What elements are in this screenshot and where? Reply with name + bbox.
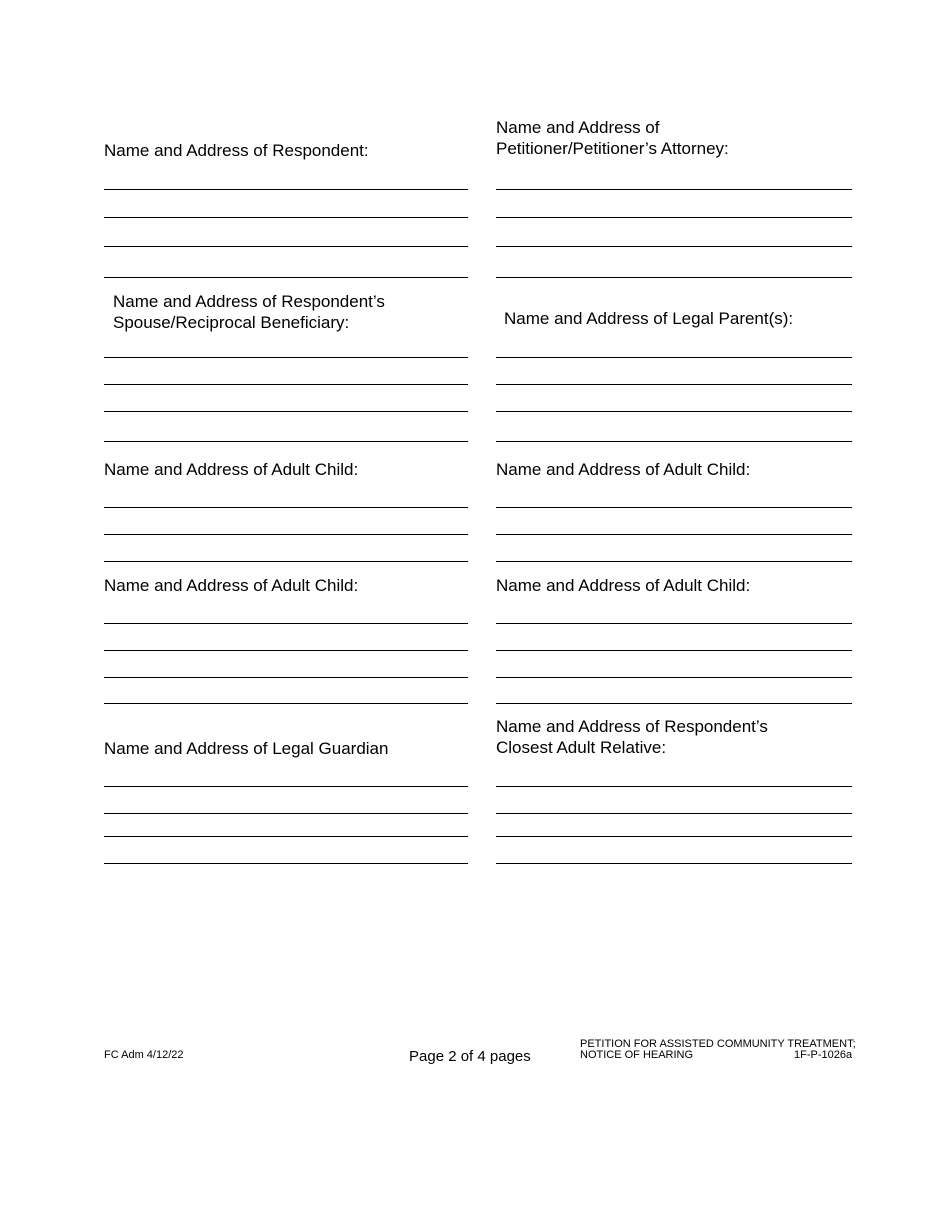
respondent-line-1[interactable]: [104, 189, 468, 190]
respondent-label: Name and Address of Respondent:: [104, 141, 369, 160]
closest-relative-line-2[interactable]: [496, 813, 852, 814]
closest-relative-label: [496, 716, 768, 758]
adult-child-label-2: Name and Address of Adult Child:: [496, 460, 751, 479]
spouse-label-line1: Name and Address of Respondent’s: [113, 292, 385, 311]
spouse-line-4[interactable]: [104, 441, 468, 442]
adult-child-3-line-1[interactable]: [104, 623, 468, 624]
adult-child-3-line-4[interactable]: [104, 703, 468, 704]
legal-parents-line-2[interactable]: [496, 384, 852, 385]
adult-child-3-line-2[interactable]: [104, 650, 468, 651]
form-revision: FC Adm 4/12/22: [104, 1049, 184, 1061]
adult-child-4-line-2[interactable]: [496, 650, 852, 651]
adult-child-label-3: Name and Address of Adult Child:: [104, 576, 359, 595]
closest-relative-label-line1: Name and Address of Respondent’s: [496, 717, 768, 736]
spouse-line-2[interactable]: [104, 384, 468, 385]
adult-child-1-line-1[interactable]: [104, 507, 468, 508]
petitioner-line-2[interactable]: [496, 217, 852, 218]
spouse-line-1[interactable]: [104, 357, 468, 358]
form-id: 1F-P-1026a: [794, 1049, 853, 1061]
spouse-label: [113, 291, 385, 333]
adult-child-3-line-3[interactable]: [104, 677, 468, 678]
form-title-line2: NOTICE OF HEARING: [580, 1049, 694, 1061]
closest-relative-line-3[interactable]: [496, 836, 852, 837]
legal-parents-label: Name and Address of Legal Parent(s):: [504, 309, 794, 328]
adult-child-2-line-1[interactable]: [496, 507, 852, 508]
petitioner-label-line2: Petitioner/Petitioner’s Attorney:: [496, 139, 729, 158]
petitioner-line-4[interactable]: [496, 277, 852, 278]
legal-guardian-label: Name and Address of Legal Guardian: [104, 739, 389, 758]
respondent-line-2[interactable]: [104, 217, 468, 218]
adult-child-4-line-4[interactable]: [496, 703, 852, 704]
closest-relative-line-1[interactable]: [496, 786, 852, 787]
closest-relative-label-line2: Closest Adult Relative:: [496, 738, 667, 757]
adult-child-label-1: Name and Address of Adult Child:: [104, 460, 359, 479]
respondent-line-4[interactable]: [104, 277, 468, 278]
spouse-line-3[interactable]: [104, 411, 468, 412]
page-number: Page 2 of 4 pages: [409, 1048, 531, 1065]
adult-child-4-line-3[interactable]: [496, 677, 852, 678]
legal-parents-line-1[interactable]: [496, 357, 852, 358]
legal-parents-line-3[interactable]: [496, 411, 852, 412]
spouse-label-line2: Spouse/Reciprocal Beneficiary:: [113, 313, 350, 332]
adult-child-label-4: Name and Address of Adult Child:: [496, 576, 751, 595]
petitioner-label: [496, 117, 729, 159]
petitioner-label-line1: Name and Address of: [496, 118, 660, 137]
adult-child-4-line-1[interactable]: [496, 623, 852, 624]
petitioner-line-1[interactable]: [496, 189, 852, 190]
petitioner-line-3[interactable]: [496, 246, 852, 247]
legal-guardian-line-3[interactable]: [104, 836, 468, 837]
respondent-line-3[interactable]: [104, 246, 468, 247]
legal-parents-line-4[interactable]: [496, 441, 852, 442]
adult-child-2-line-2[interactable]: [496, 534, 852, 535]
legal-guardian-line-1[interactable]: [104, 786, 468, 787]
adult-child-1-line-3[interactable]: [104, 561, 468, 562]
legal-guardian-line-4[interactable]: [104, 863, 468, 864]
adult-child-1-line-2[interactable]: [104, 534, 468, 535]
form-title-line1: PETITION FOR ASSISTED COMMUNITY TREATMENT;: [580, 1038, 856, 1050]
closest-relative-line-4[interactable]: [496, 863, 852, 864]
adult-child-2-line-3[interactable]: [496, 561, 852, 562]
legal-guardian-line-2[interactable]: [104, 813, 468, 814]
